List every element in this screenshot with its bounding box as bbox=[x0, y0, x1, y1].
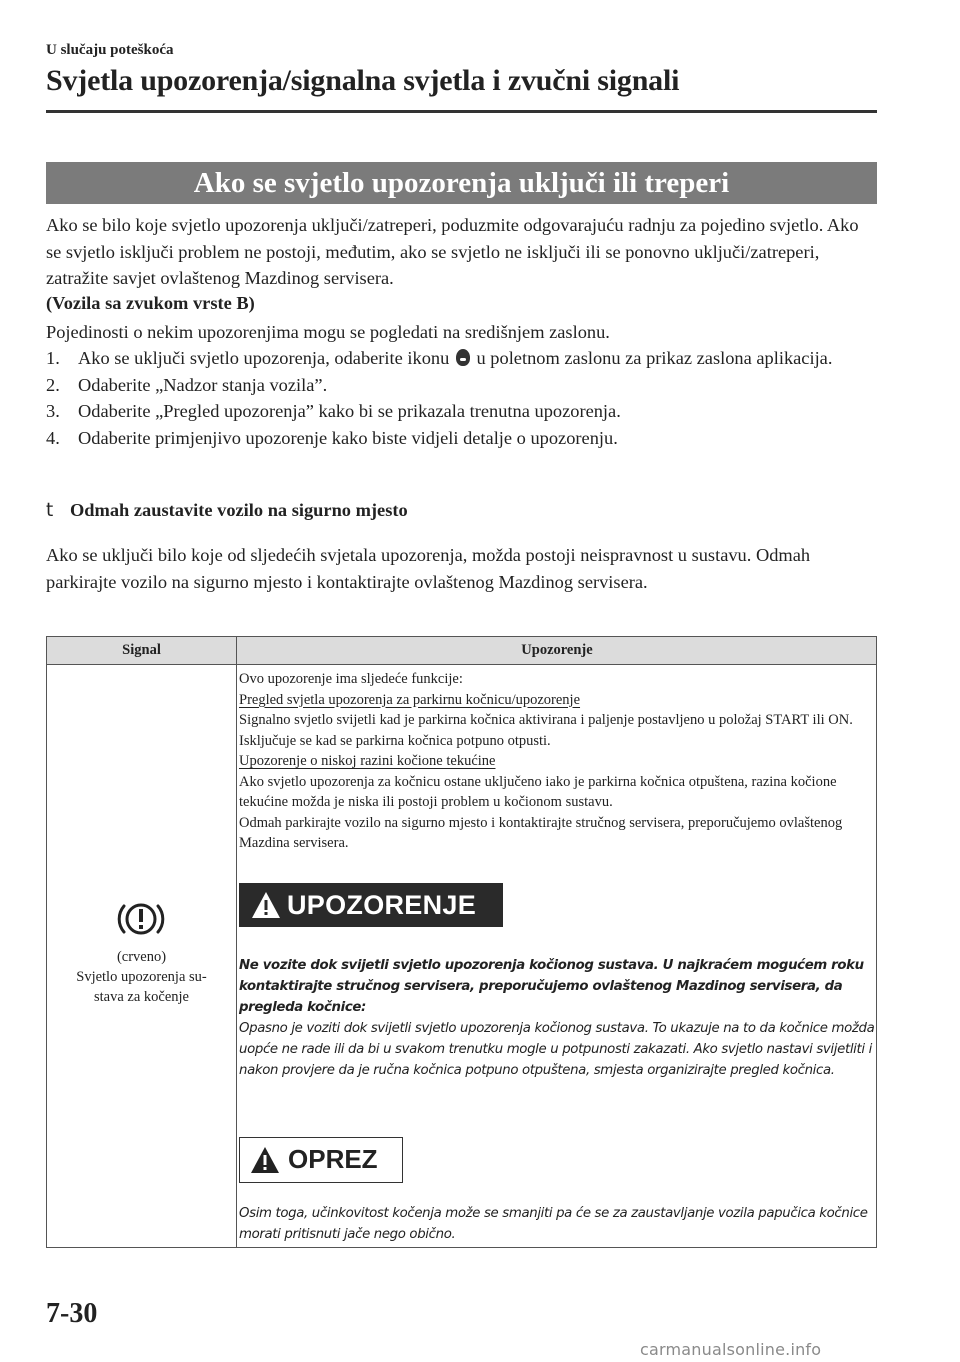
warning-label: UPOZORENJE bbox=[287, 890, 477, 920]
subsection-heading-text: Odmah zaustavite vozilo na sigurno mjesto bbox=[70, 500, 408, 520]
steps-list bbox=[46, 345, 877, 451]
signal-description bbox=[47, 947, 236, 1007]
details-paragraph: Pojedinosti o nekim upozorenjima mogu se pogledati na središnjem zaslonu. bbox=[46, 322, 610, 342]
signal-color: (crveno) bbox=[116, 949, 167, 965]
page-title: Svjetla upozorenja/signalna svjetla i zvučni signali bbox=[46, 64, 680, 97]
function-text-action: Odmah parkirajte vozilo na sigurno mjesto i kontaktirajte stručnog servisera, preporučujemo ovlaštenog Mazdina servisera. bbox=[239, 814, 843, 851]
warning-label-box bbox=[239, 883, 503, 927]
bullet-marker: t bbox=[46, 500, 54, 521]
column-header-warning: Upozorenje bbox=[521, 642, 593, 658]
page-number: 7-30 bbox=[46, 1298, 98, 1329]
column-divider bbox=[236, 637, 237, 1247]
step-number: 3. bbox=[46, 401, 60, 422]
caution-triangle-icon bbox=[250, 1146, 280, 1174]
section-kicker: U slučaju poteškoća bbox=[46, 42, 174, 58]
vehicle-status-icon bbox=[456, 349, 470, 366]
list-item bbox=[46, 425, 877, 452]
step-number: 4. bbox=[46, 427, 60, 448]
warning-table bbox=[46, 636, 877, 1248]
caution-label: OPREZ bbox=[288, 1144, 378, 1174]
table-header-row bbox=[47, 637, 876, 665]
warning-bold-text: Ne vozite dok svijetli svjetlo upozorenja kočionog sustava. U najkraćem mogućem roku kontaktirajte stručnog servisera, preporučujemo ovlaštenog Mazdinog servisera, da pregleda kočnice: bbox=[239, 958, 864, 1015]
vehicle-variant-note: (Vozila sa zvukom vrste B) bbox=[46, 293, 255, 313]
subsection-heading bbox=[46, 500, 408, 521]
step-text-before: Ako se uključi svjetlo upozorenja, odaberite ikonu bbox=[78, 348, 450, 368]
column-header-signal: Signal bbox=[122, 642, 161, 658]
warning-description bbox=[239, 669, 873, 854]
brake-warning-icon bbox=[114, 899, 168, 939]
warning-triangle-icon bbox=[251, 891, 281, 919]
step-number: 2. bbox=[46, 374, 60, 395]
warning-text: Opasno je voziti dok svijetli svjetlo upozorenja kočionog sustava. To ukazuje na to da kočnice možda uopće ne rade ili da bi u svakom trenutku mogle u potpunosti zakazati. Ako svjetlo nastavi svijetliti i nakon provjere da je ručna kočnica potpuno otpuštena, smjesta organizirajte pregled kočnica. bbox=[239, 1021, 875, 1078]
caution-label-box bbox=[239, 1137, 403, 1183]
step-text: Odaberite „Nadzor stanja vozila”. bbox=[78, 374, 328, 395]
step-text-after: u poletnom zaslonu za prikaz zaslona aplikacija. bbox=[476, 348, 833, 368]
signal-name-line-2: stava za kočenje bbox=[93, 989, 189, 1005]
intro-paragraph: Ako se bilo koje svjetlo upozorenja uključi/zatreperi, poduzmite odgovarajuću radnju za pojedino svjetlo. Ako se svjetlo isključi problem ne postoji, međutim, ako se svjetlo ne isključi ili se ponovno uključi/zatreperi, zatražite savjet ovlaštenog Mazdinog servisera. bbox=[46, 215, 859, 289]
watermark: carmanualsonline.info bbox=[640, 1340, 822, 1359]
function-heading-parking: Pregled svjetla upozorenja za parkirnu kočnicu/upozorenje bbox=[239, 691, 581, 708]
functions-intro: Ovo upozorenje ima sljedeće funkcije: bbox=[239, 671, 463, 687]
title-divider bbox=[46, 110, 877, 113]
function-text-parking: Signalno svjetlo svijetli kad je parkirna kočnica aktivirana i paljenje postavljeno u položaj START ili ON. Isključuje se kad se parkirna kočnica potpuno otpusti. bbox=[239, 712, 853, 749]
caution-text: Osim toga, učinkovitost kočenja može se smanjiti pa će se za zaustavljanje vozila papučica kočnice morati pritisnuti jače nego obično. bbox=[239, 1206, 868, 1242]
section-banner: Ako se svjetlo upozorenja uključi ili treperi bbox=[46, 162, 877, 204]
step-text: Odaberite „Pregled upozorenja” kako bi se prikazala trenutna upozorenja. bbox=[78, 401, 621, 422]
step-number: 1. bbox=[46, 348, 60, 368]
list-item bbox=[46, 345, 877, 372]
list-item bbox=[46, 372, 877, 399]
step-text: Odaberite primjenjivo upozorenje kako biste vidjeli detalje o upozorenju. bbox=[78, 427, 618, 448]
list-item bbox=[46, 398, 877, 425]
function-heading-fluid: Upozorenje o niskoj razini kočione tekućine bbox=[239, 753, 496, 769]
function-text-fluid: Ako svjetlo upozorenja za kočnicu ostane uključeno iako je parkirna kočnica otpuštena, razina kočione tekućine možda je niska ili postoji problem u kočionom sustavu. bbox=[239, 773, 837, 810]
signal-name-line-1: Svjetlo upozorenja su- bbox=[76, 969, 207, 985]
subsection-paragraph: Ako se uključi bilo koje od sljedećih svjetala upozorenja, možda postoji neispravnost u sustavu. Odmah parkirajte vozilo na sigurno mjesto i kontaktirajte ovlaštenog Mazdinog servisera. bbox=[46, 545, 811, 592]
